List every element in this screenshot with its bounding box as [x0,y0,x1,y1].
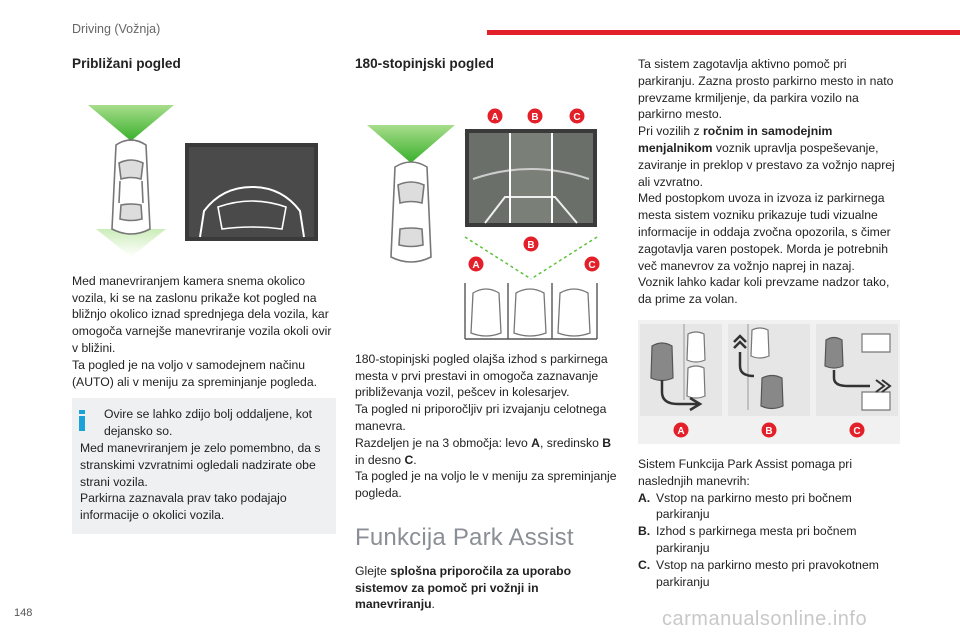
view180-text-2: Ta pogled ni priporočljiv pri izvajanju celotnega manevra. [355,402,607,433]
heading-zoom-view: Približani pogled [72,56,181,71]
figure-park-assist [638,320,903,444]
zoom-text-1: Med manevriranjem kamera snema okolico vozila, ki se na zaslonu prikaže kot pogled na bližnjo okolico iznad sprednjega dela vozila, kar omogoča varnejše manevriranje vozila okoli ovir v bližini. [72,273,332,355]
park-assist-illustration [638,320,900,444]
reference-link[interactable]: splošna priporočila za uporabo sistemov za pomoč pri vožnji in manevriranju [355,563,572,612]
info-text-2: Med manevriranjem je zelo pomembno, da s stranskimi vzvratnimi ogledali nadzirate obe strani vozila. [80,440,321,489]
svg-text:A: A [472,259,480,271]
car-top-icon [112,140,150,234]
svg-text:B: B [765,425,773,437]
zoom-text-2: Ta pogled je na voljo v samodejnem načinu (AUTO) ali v meniju za spreminjanje pogleda. [72,357,317,389]
list-item: B. Izhod s parkirnega mesta pri bočnem parkiranju [638,524,857,555]
maneuver-list [638,490,903,591]
badge-c-text: C [573,111,581,123]
column-park-assist [638,56,903,590]
heading-180-view: 180-stopinjski pogled [355,56,494,71]
svg-text:A: A [677,425,685,437]
panel-a [640,324,722,416]
info-icon [79,410,85,432]
pa-text-1: Ta sistem zagotavlja aktivno pomoč pri parkiranju. Zazna prosto parkirno mesto in nato prevzame krmiljenje, da parkira vozilo na parkirno mesto. [638,57,894,122]
list-item: A. Vstop na parkirno mesto pri bočnem parkiranju [638,490,852,522]
list-item: C. Vstop na parkirno mesto pri pravokotnem parkiranju [638,557,879,589]
section-title-park-assist: Funkcija Park Assist [355,523,574,551]
figure-180-view [355,79,620,341]
park-assist-reference: Glejte splošna priporočila za uporabo sistemov za pomoč pri vožnji in manevriranju. [355,563,572,612]
view-180-illustration [355,79,620,341]
info-box [72,398,336,534]
view180-text-3: Razdeljen je na 3 območja: levo A, sredinsko B in desno C. [355,435,612,467]
pa-text-3: Med postopkom uvoza in izvoza iz parkirnega mesta sistem vozniku prikazuje tudi vizualne informacije in oddaja zvočna opozorila, s čimer zagotavlja varen postopek. Morda je potrebnih več manevrov za vožnjo naprej in nazaj. [638,191,891,273]
svg-text:C: C [853,425,861,437]
column-180-view [355,56,620,613]
car-top-icon [391,162,431,262]
badge-b-text: B [531,111,539,123]
section-title: Driving (Vožnja) [72,22,161,36]
panel-c [816,324,898,416]
page-number: 148 [14,607,33,619]
view180-text-4: Ta pogled je na voljo le v meniju za spreminjanje pogleda. [355,469,617,501]
pa-text-2: Pri vozilih z ročnim in samodejnim menjalnikom voznik upravlja pospeševanje, zaviranje in preklop v prestavo za vožnjo naprej ali vzvratno. [638,124,895,189]
watermark: carmanualsonline.info [662,608,868,630]
header-accent-bar [487,30,960,35]
panel-b [728,324,810,416]
info-text-1: Ovire se lahko zdijo bolj oddaljene, kot dejansko so. [104,407,312,439]
svg-text:B: B [527,239,535,251]
info-text-3: Parkirna zaznavala prav tako podajajo informacije o okolici vozila. [80,491,287,523]
column-zoom-view [72,56,336,534]
figure-zoom-view [72,79,336,259]
view180-text-1: 180-stopinjski pogled olajša izhod s parkirnega mesta v prvi prestavi in omogoča zaznavanje približevanja vozil, pešcev in kolesarjev. [355,351,608,400]
svg-text:C: C [588,259,596,271]
pa-text-4: Voznik lahko kadar koli prevzame nadzor tako, da prime za volan. [638,275,890,307]
zoom-view-illustration [72,79,336,259]
pa-text-5: Sistem Funkcija Park Assist pomaga pri naslednjih manevrih: [638,456,853,488]
badge-a-text: A [491,111,499,123]
